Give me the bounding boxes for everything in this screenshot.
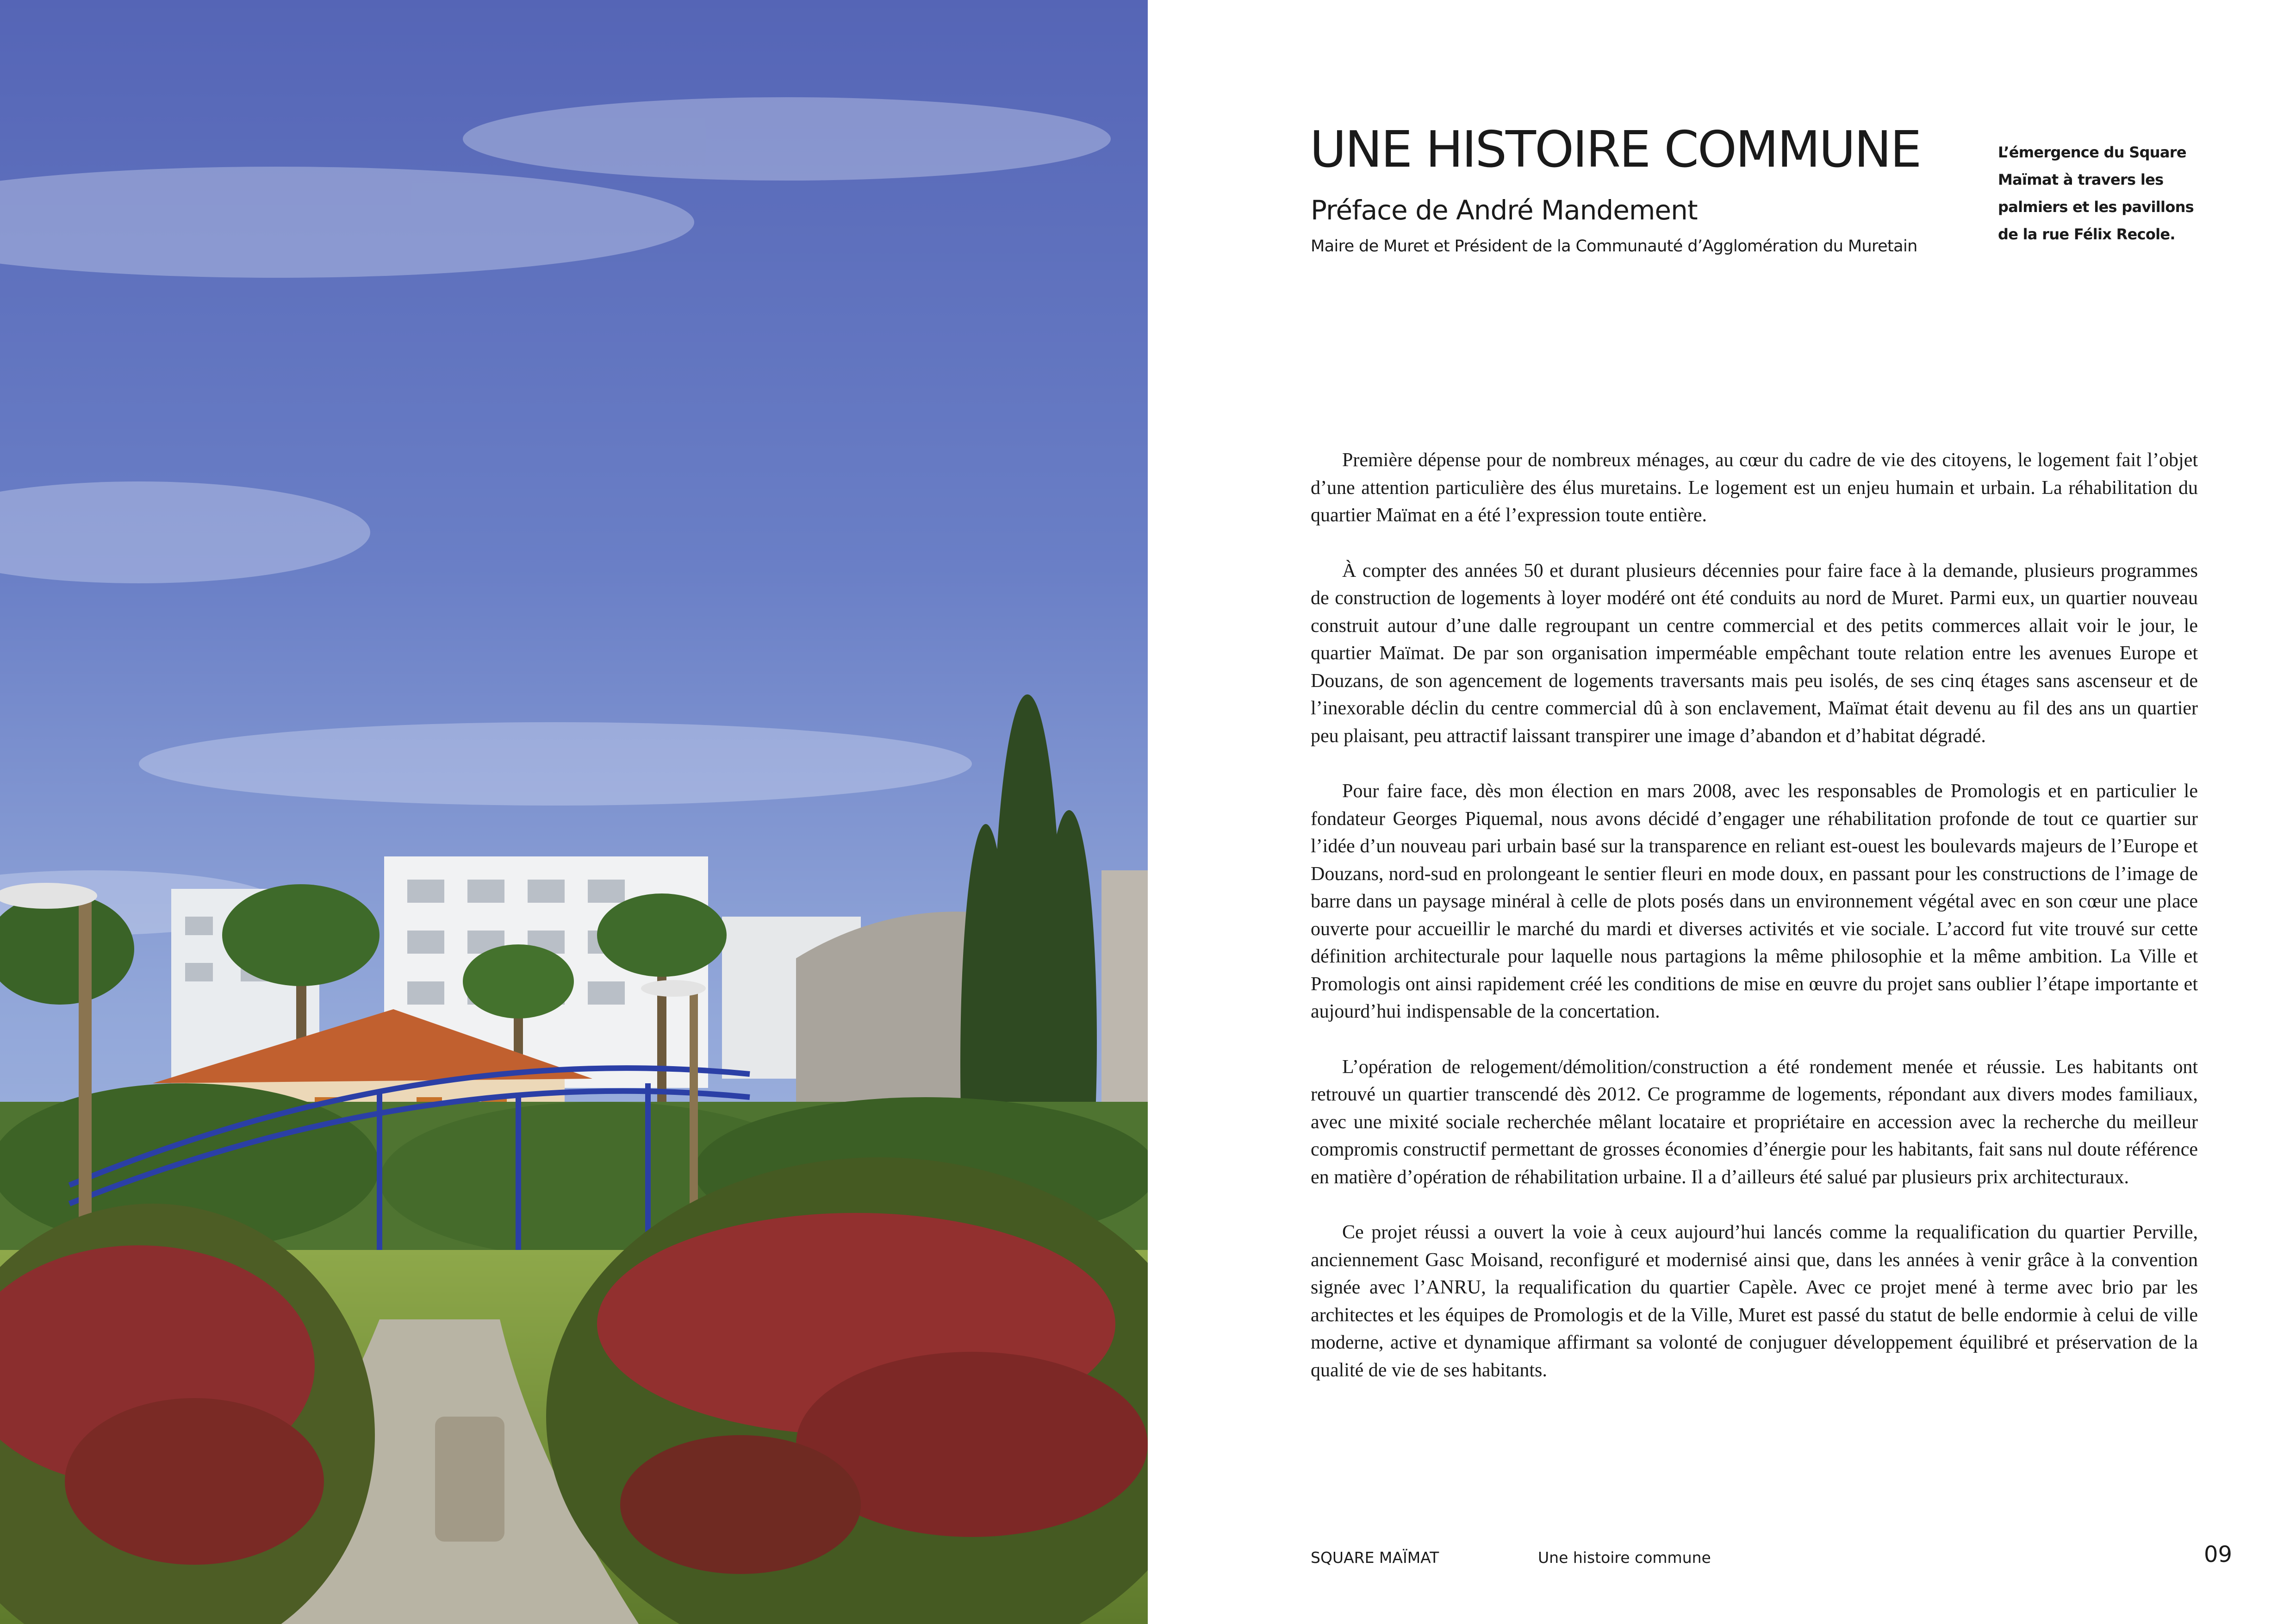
page-number: 09	[2204, 1542, 2233, 1568]
footer-section: SQUARE MAÏMAT	[1311, 1549, 1439, 1567]
author-role: Maire de Muret et Président de la Communauté d’Agglomération du Muretain	[1311, 237, 1917, 256]
page-title: UNE HISTOIRE COMMUNE	[1310, 121, 1921, 179]
body-text	[1311, 447, 2198, 1412]
caption-line: palmiers et les pavillons	[1998, 198, 2194, 216]
photo-caption	[1998, 139, 2194, 248]
caption-line: Maïmat à travers les	[1998, 171, 2164, 188]
body-paragraph: Pour faire face, dès mon élection en mars 2008, avec les responsables de Promologis et en particulier le fondateur Georges Piquemal, nous avons décidé d’engager une réhabilitation profonde de tout ce quartier sur l’idée d’un nouveau pari urbain basé sur la transparence en reliant est-ouest les boulevards majeurs de l’Europe et Douzans, nord-sud en prolongeant le sentier fleuri en mode doux, en passant pour les constructions de l’image de barre dans un paysage minéral à celle de plots posés dans un environnement végétal avec en son cœur une place ouverte pour accueillir le marché du mardi et diverses activités et vie sociale. L’accord fut vite trouvé sur cette définition architecturale pour laquelle nous partagions la même philosophie et la même ambition. La Ville et Promologis ont ainsi rapidement créé les conditions de mise en œuvre du projet sans oublier l’étape importante et aujourd’hui indispensable de la concertation.	[1311, 781, 2198, 1022]
bollard	[435, 1417, 504, 1542]
body-paragraph: À compter des années 50 et durant plusieurs décennies pour faire face à la demande, plusieurs programmes de construction de logements à loyer modéré ont été conduits au nord de Muret. Parmi eux, un quartier nouveau construit autour d’une dalle regroupant un centre commercial et des petits commerces allait voir le jour, le quartier Maïmat. De par son organisation imperméable empêchant toute relation entre les avenues Europe et Douzans, de son agencement de logements traversants mais peu isolés, de ses cinq étages sans ascenseur et de l’inexorable déclin du centre commercial dû à son enclavement, Maïmat était devenu au fil des ans un quartier peu plaisant, peu attractif laissant transpirer une image d’abandon et d’habitat dégradé.	[1311, 560, 2198, 747]
caption-line: L’émergence du Square	[1998, 144, 2186, 161]
caption-line: de la rue Félix Recole.	[1998, 225, 2175, 243]
footer-chapter: Une histoire commune	[1538, 1549, 1711, 1567]
body-paragraph: Première dépense pour de nombreux ménages, au cœur du cadre de vie des citoyens, le logement fait l’objet d’une attention particulière des élus muretains. Le logement est un enjeu humain et urbain. La réhabilitation du quartier Maïmat en a été l’expression toute entière.	[1311, 450, 2198, 526]
text-page	[1148, 0, 2296, 1624]
body-paragraph: L’opération de relogement/démolition/construction a été rondement menée et réussie. Les habitants ont retrouvé un quartier transcendé dès 2012. Ce programme de logements, répondant aux divers modes familiaux, avec une mixité sociale recherchée mêlant locataire et propriétaire en accession avec la recherche du meilleur compromis constructif permettant de grosses économies d’énergie pour les habitants, fait sans nul doute référence en matière d’opération de réhabilitation urbaine. Il a d’ailleurs été salué par plusieurs prix architecturaux.	[1311, 1056, 2198, 1188]
page-subtitle: Préface de André Mandement	[1311, 194, 1698, 226]
body-paragraph: Ce projet réussi a ouvert la voie à ceux aujourd’hui lancés comme la requalification du quartier Perville, anciennement Gasc Moisand, reconfiguré et modernisé ainsi que, dans les années à venir grâce à la convention signée avec l’ANRU, la requalification du quartier Capèle. Avec ce projet mené à terme avec brio par les architectes et les équipes de Promologis et de la Ville, Muret est passé du statut de belle endormie à celui de ville moderne, active et dynamique affirmant sa volonté de conjuguer développement équilibré et préservation de la qualité de vie de ses habitants.	[1311, 1222, 2198, 1381]
